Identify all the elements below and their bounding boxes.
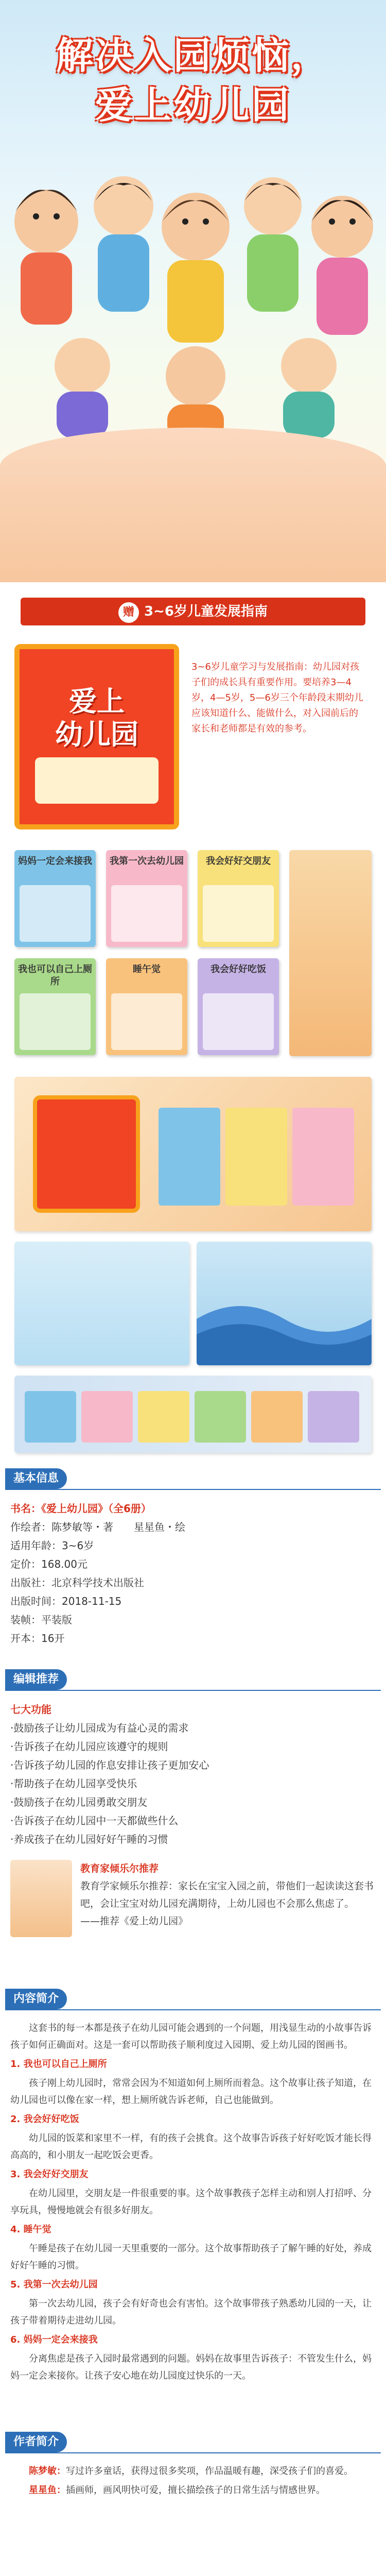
cover-illustration: [35, 757, 159, 804]
content-text: 在幼儿园里，交朋友是一件很重要的事。这个故事教孩子怎样主动和别人打招呼、分享玩具，慢慢地就会有很多好朋友。: [10, 2188, 372, 2216]
hero-banner: [0, 0, 386, 582]
recommend-text: 教育学家倾乐尔推荐：家长在宝宝入园之前，带他们一起读读这套书吧，会让宝宝对幼儿园充满期待，上幼儿园也不会那么焦虑了。: [80, 1880, 374, 1909]
hero-ground: [0, 428, 386, 582]
books-row-photo: [14, 1376, 372, 1453]
book-spread-photo: [197, 1242, 372, 1365]
basic-info-list: [10, 1499, 376, 1648]
book-cover[interactable]: [106, 850, 187, 947]
info-author-value: 陈梦敏等・著 星星鱼・绘: [51, 1521, 185, 1533]
box-set-cover: [14, 644, 179, 829]
cover-title-line1: 爱上: [69, 685, 125, 718]
author-name: 陈梦敏：: [29, 2466, 66, 2477]
book-art: [111, 885, 182, 942]
section-authors: 作者简介: [5, 2432, 67, 2452]
editor-sub-title: 七大功能: [10, 1703, 51, 1716]
content-sub: 4. 睡午觉: [10, 2224, 51, 2235]
section-divider: [5, 2009, 381, 2010]
author-entry: [10, 2463, 376, 2480]
info-binding-value: 平装版: [41, 1614, 72, 1626]
info-age-label: 适用年龄：: [10, 1539, 62, 1552]
book-title: 睡午觉: [133, 964, 161, 975]
content-body: [10, 2020, 376, 2386]
book-title: 我会好好吃饭: [210, 964, 266, 975]
book-cover[interactable]: [14, 958, 96, 1055]
gift-banner: [21, 598, 365, 625]
book-angle-photo: [14, 1242, 189, 1365]
content-sub: 2. 我会好好吃饭: [10, 2114, 79, 2125]
info-publisher-label: 出版社：: [10, 1577, 51, 1589]
info-format-value: 16开: [41, 1632, 65, 1645]
info-binding-row: [10, 1611, 376, 1629]
editor-points: [10, 1700, 376, 1849]
author-text: 写过许多童话，获得过很多奖项，作品温暖有趣，深受孩子们的喜爱。: [66, 2466, 353, 2477]
info-age-row: [10, 1536, 376, 1555]
info-date-row: [10, 1592, 376, 1611]
info-age-value: 3~6岁: [62, 1539, 94, 1552]
section-content-intro: 内容简介: [5, 1989, 67, 2009]
section-editor-recommend: 编辑推荐: [5, 1669, 67, 1690]
author-entry: [10, 2482, 376, 2499]
recommend-sign: ——推荐《爱上幼儿园》: [80, 1916, 188, 1927]
info-date-value: 2018-11-15: [62, 1595, 122, 1607]
info-publisher-row: [10, 1573, 376, 1592]
content-intro: 这套书的每一本都是孩子在幼儿园可能会遇到的一个问题，用浅显生动的小故事告诉孩子如何正确面对。这是一套可以帮助孩子顺利度过入园期、爱上幼儿园的图画书。: [10, 2023, 372, 2050]
content-sub: 3. 我会好好交朋友: [10, 2169, 89, 2180]
book-cover[interactable]: [198, 850, 279, 947]
info-title-label: 书名：: [10, 1502, 41, 1515]
gift-text: 3~6岁儿童发展指南: [144, 604, 268, 619]
content-text: 孩子刚上幼儿园时，常常会因为不知道如何上厕所而着急。这个故事让孩子知道，在幼儿园也可以像在家一样，想上厕所就告诉老师，自己也能做到。: [10, 2078, 372, 2106]
info-format-row: [10, 1629, 376, 1648]
info-publisher-value: 北京科学技术出版社: [51, 1577, 144, 1589]
book-stack-photo: [289, 850, 372, 1056]
waves-illustration: [197, 1242, 372, 1365]
book-title: 妈妈一定会来接我: [18, 856, 92, 867]
info-author-row: [10, 1518, 376, 1536]
editor-point: ·帮助孩子在幼儿园享受快乐: [10, 1777, 137, 1790]
recommend-title: 教育家倾乐尔推荐: [80, 1863, 159, 1874]
gift-badge: 赠: [118, 602, 139, 623]
hero-illustration: [0, 149, 386, 438]
children-illustration: [0, 149, 386, 438]
editor-point: ·告诉孩子幼儿园的作息安排让孩子更加安心: [10, 1759, 209, 1771]
section-divider: [5, 1690, 381, 1691]
cover-title: [20, 685, 174, 751]
author-text: 插画师，画风明快可爱，擅长描绘孩子的日常生活与情感世界。: [66, 2485, 325, 2496]
box-set-photo: [14, 1077, 372, 1231]
info-price-value: 168.00元: [41, 1558, 87, 1570]
info-author-label: 作绘者：: [10, 1521, 51, 1533]
book-art: [20, 993, 91, 1050]
section-basic-info: 基本信息: [5, 1468, 67, 1489]
editor-point: ·告诉孩子在幼儿园应该遵守的规则: [10, 1740, 168, 1753]
guide-description: 3~6岁儿童学习与发展指南：幼儿园对孩子们的成长具有重要作用。要培养3—4岁，4—5岁，5—6岁三个年龄段末期幼儿应该知道什么、能做什么，对入园前后的家长和老师都是有效的参考。: [191, 662, 363, 734]
editor-point: ·鼓励孩子在幼儿园勇敢交朋友: [10, 1796, 148, 1808]
content-text: 午睡是孩子在幼儿园一天里重要的一部分。这个故事帮助孩子了解午睡的好处，养成好好午睡的习惯。: [10, 2243, 372, 2271]
info-price-row: [10, 1555, 376, 1573]
editor-point: ·告诉孩子在幼儿园中一天都做些什么: [10, 1815, 179, 1827]
content-text: 幼儿园的饭菜和家里不一样，有的孩子会挑食。这个故事告诉孩子好好吃饭才能长得高高的，和小朋友一起吃饭会更香。: [10, 2133, 372, 2161]
book-title: 我会好好交朋友: [206, 856, 271, 867]
info-title-row: [10, 1499, 376, 1518]
section-divider: [5, 1489, 381, 1490]
content-sub: 5. 我第一次去幼儿园: [10, 2279, 98, 2290]
editor-point: ·鼓励孩子让幼儿园成为有益心灵的需求: [10, 1722, 189, 1734]
content-sub: 6. 妈妈一定会来接我: [10, 2334, 98, 2345]
expert-recommend: [10, 1860, 376, 1937]
content-text: 第一次去幼儿园，孩子会有好奇也会有害怕。这个故事带孩子熟悉幼儿园的一天，让孩子带着期待走进幼儿园。: [10, 2298, 372, 2326]
authors-body: [10, 2463, 376, 2501]
info-price-label: 定价：: [10, 1558, 41, 1570]
book-art: [203, 993, 274, 1050]
book-title: 我也可以自己上厕所: [18, 964, 92, 987]
author-name: 星星鱼：: [29, 2485, 66, 2496]
box-set-illustration: [14, 1077, 372, 1231]
hero-title: [0, 31, 386, 130]
section-divider: [5, 2452, 381, 2453]
books-row-illustration: [14, 1376, 372, 1453]
content-sub: 1. 我也可以自己上厕所: [10, 2059, 107, 2070]
book-title: 我第一次去幼儿园: [110, 856, 184, 867]
info-format-label: 开本：: [10, 1632, 41, 1645]
hero-title-line1: 解决入园烦恼，: [56, 34, 330, 77]
hero-title-line2: 爱上幼儿园: [95, 83, 291, 127]
cover-title-line2: 幼儿园: [55, 718, 138, 751]
book-art: [111, 993, 182, 1050]
content-text: 分离焦虑是孩子入园时最常遇到的问题。妈妈在故事里告诉孩子：不管发生什么，妈妈一定会来接你。让孩子安心地在幼儿园度过快乐的一天。: [10, 2353, 372, 2381]
expert-photo: [10, 1860, 72, 1937]
info-binding-label: 装帧：: [10, 1614, 41, 1626]
book-cover[interactable]: [198, 958, 279, 1055]
book-art: [20, 885, 91, 942]
book-cover[interactable]: [106, 958, 187, 1055]
editor-point: ·养成孩子在幼儿园好好午睡的习惯: [10, 1833, 168, 1845]
book-cover[interactable]: [14, 850, 96, 947]
info-title-value: 《爱上幼儿园》（全6册）: [41, 1502, 151, 1515]
book-art: [203, 885, 274, 942]
info-date-label: 出版时间：: [10, 1595, 62, 1607]
